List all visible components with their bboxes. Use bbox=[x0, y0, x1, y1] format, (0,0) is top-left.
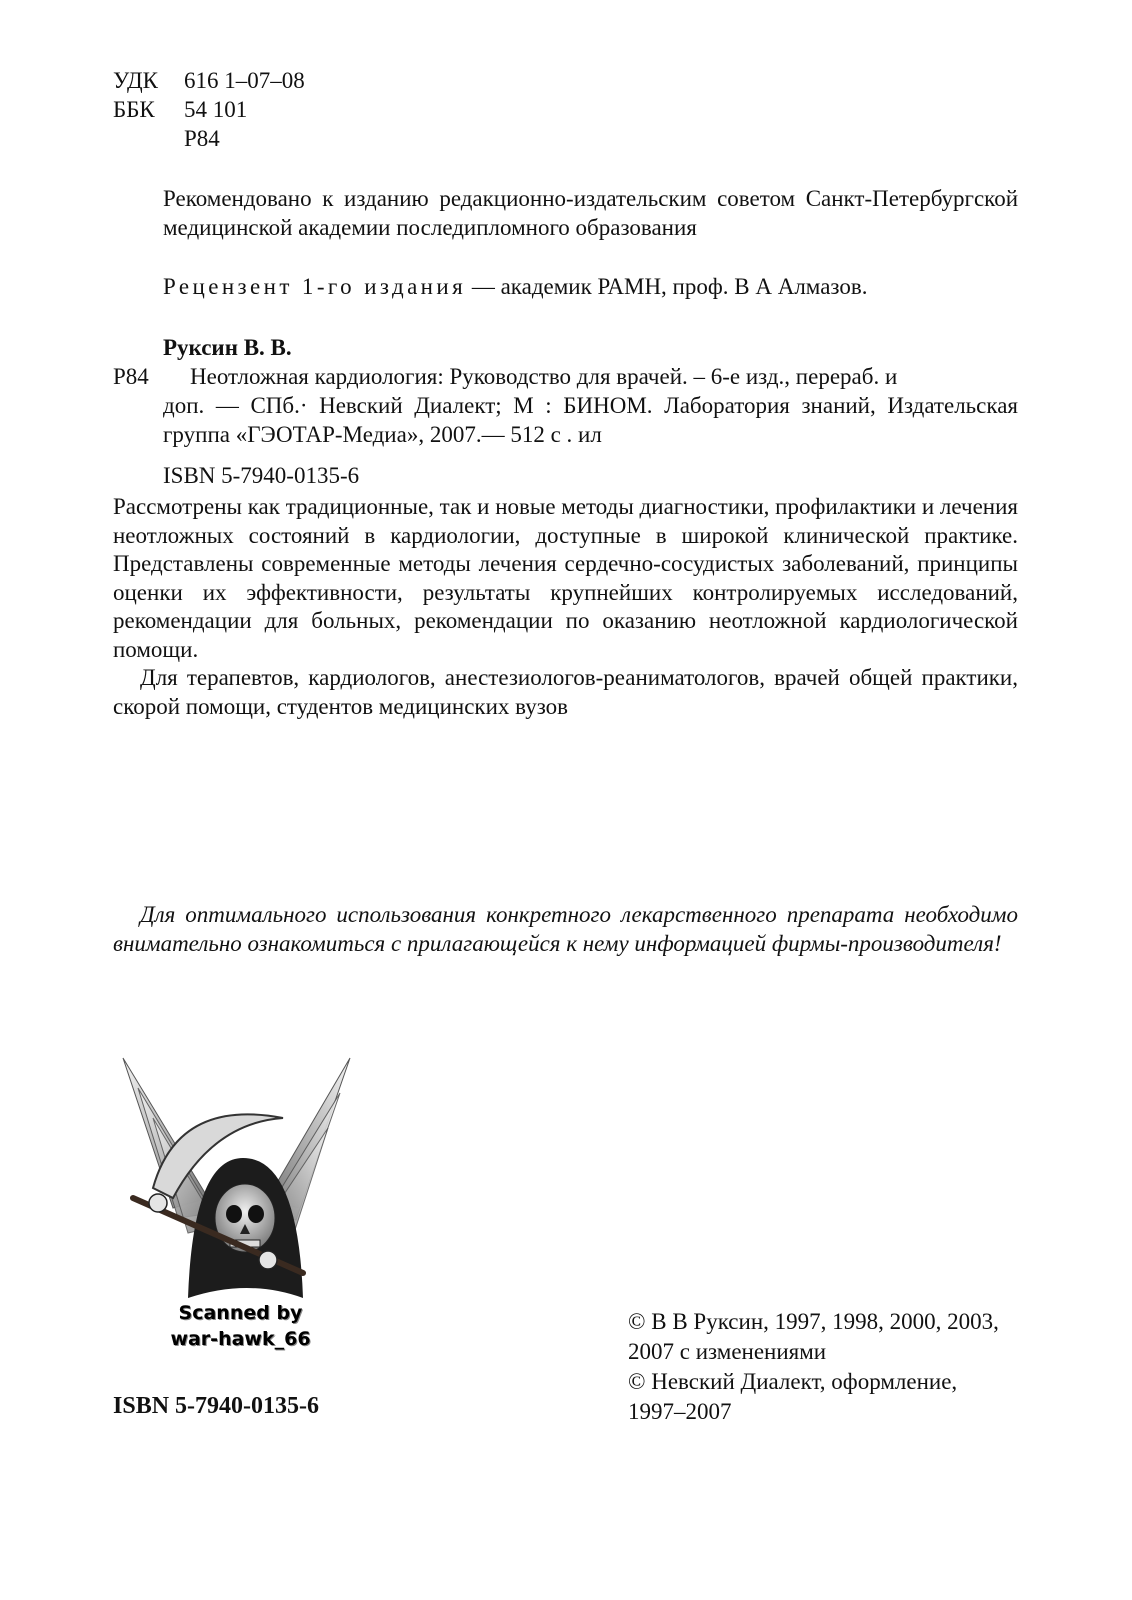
author-name: Руксин В. В. bbox=[163, 335, 292, 360]
scanner-credit-line2: war-hawk_66 bbox=[170, 1328, 311, 1350]
reviewer-text: — академик РАМН, проф. В А Алмазов. bbox=[466, 274, 868, 299]
annotation bbox=[113, 493, 1018, 721]
scanner-credit-line1: Scanned by bbox=[178, 1302, 303, 1324]
drug-warning bbox=[113, 900, 1018, 958]
bbk-value: 54 101 bbox=[184, 97, 248, 122]
recommendation-text: Рекомендовано к изданию редакционно-издательским советом Санкт-Петербургской медицинской академии последипломного образования bbox=[163, 186, 1018, 240]
bbk-label: ББК bbox=[113, 97, 155, 122]
isbn-entry: ISBN 5-7940-0135-6 bbox=[163, 463, 360, 488]
copyright-block bbox=[628, 1307, 1018, 1427]
author-mark-row bbox=[113, 124, 305, 153]
copyright-author: © В В Руксин, 1997, 1998, 2000, 2003, 2007 с изменениями bbox=[628, 1309, 999, 1364]
annotation-paragraph: Рассмотрены как традиционные, так и новые методы диагностики, профилактики и лечения неотложных состояний в кардиологии, доступные в широкой клинической практике. Представлены современные методы лечения сердечно-сосудистых заболеваний, принципы оценки их эффективности, результаты крупнейших контролируемых исследований, рекомендации для больных, рекомендации по оказанию неотложной кардиологической помощи. bbox=[113, 494, 1018, 662]
reviewer-line bbox=[163, 272, 867, 301]
udk-label: УДК bbox=[113, 68, 158, 93]
reviewer-label: Рецензент 1-го издания bbox=[163, 274, 467, 299]
author-mark: Р84 bbox=[184, 126, 220, 151]
udk-row bbox=[113, 66, 305, 95]
classification-codes bbox=[113, 66, 305, 153]
bibliographic-description: доп. — СПб.· Невский Диалект; М : БИНОМ. Лаборатория знаний, Издательская группа «ГЭОТАР-Медиа», 2007.— 512 с . ил bbox=[163, 393, 1018, 447]
isbn-footer: ISBN 5-7940-0135-6 bbox=[113, 1393, 320, 1419]
copyright-publisher: © Невский Диалект, оформление, 1997–2007 bbox=[628, 1369, 958, 1424]
bbk-row bbox=[113, 95, 305, 124]
scanner-credit bbox=[118, 1300, 363, 1352]
audience-paragraph: Для терапевтов, кардиологов, анестезиологов-реаниматологов, врачей общей практики, скорой помощи, студентов медицинских вузов bbox=[113, 665, 1018, 719]
udk-value: 616 1–07–08 bbox=[184, 68, 305, 93]
drug-warning-text: Для оптимального использования конкретного лекарственного препарата необходимо внимательно ознакомиться с прилагающейся к нему информацией фирмы-производителя! bbox=[113, 902, 1018, 956]
bibliographic-code: Р84 bbox=[113, 364, 149, 389]
bibliographic-first-line: Неотложная кардиология: Руководство для врачей. – 6-е изд., перераб. и bbox=[190, 364, 898, 389]
